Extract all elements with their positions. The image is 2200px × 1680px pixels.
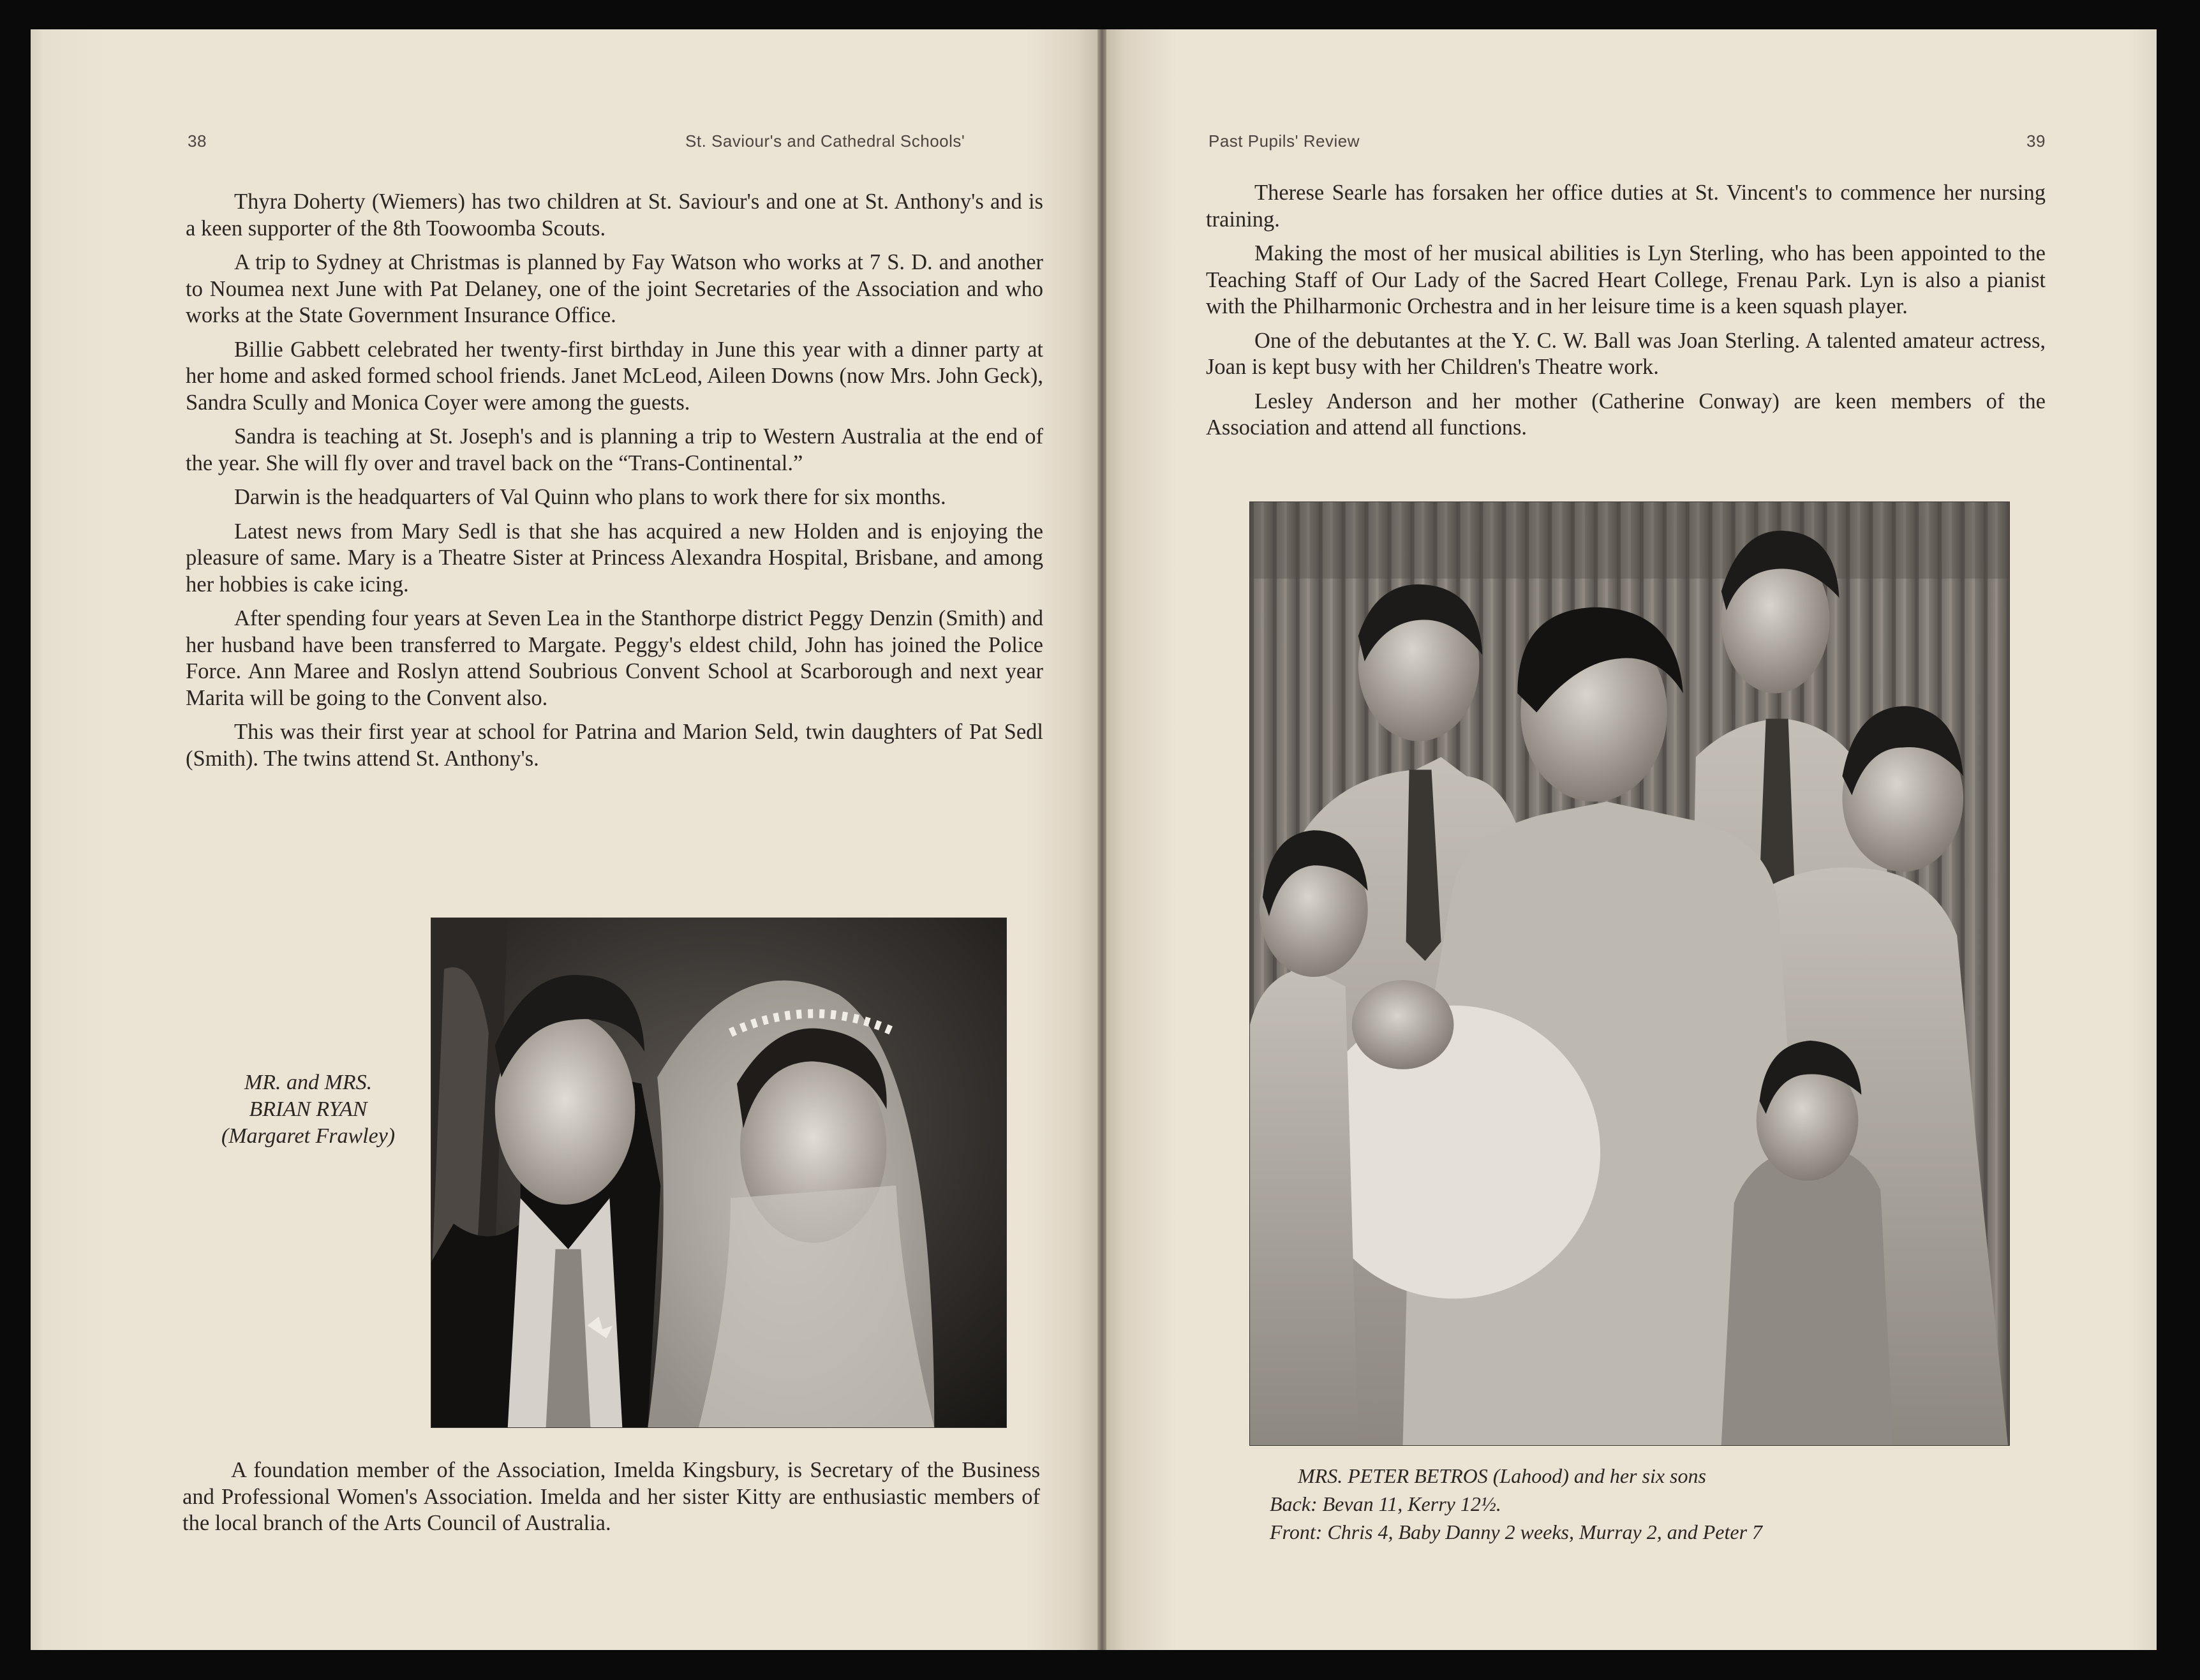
family-photo-caption-front-row: Front: Chris 4, Baby Danny 2 weeks, Murray 2, and Peter 7	[1270, 1520, 1763, 1543]
caption-line: (Margaret Frawley)	[221, 1124, 396, 1148]
paragraph: This was their first year at school for Patrina and Marion Seld, twin daughters of Pat Sedl (Smith). The twins attend St. Anthony's.	[186, 720, 1043, 771]
right-running-head: Past Pupils' Review	[1208, 131, 1360, 151]
left-page-number: 38	[188, 131, 207, 151]
wedding-photo-image	[431, 918, 1006, 1427]
caption-line: BRIAN RYAN	[249, 1097, 368, 1121]
caption-line: MR. and MRS.	[244, 1071, 373, 1094]
book-spread	[26, 29, 2157, 1650]
paragraph: Latest news from Mary Sedl is that she has acquired a new Holden and is enjoying the pleasure of same. Mary is a Theatre Sister at Princess Alexandra Hospital, Brisbane, and among her hobbies is cake icing.	[186, 519, 1043, 597]
paragraph: Darwin is the headquarters of Val Quinn who plans to work there for six months.	[234, 485, 946, 509]
left-running-head: St. Saviour's and Cathedral Schools'	[685, 131, 965, 151]
right-page-number: 39	[2026, 131, 2046, 151]
paragraph: Lesley Anderson and her mother (Catherine Conway) are keen members of the Association and attend all functions.	[1206, 389, 2046, 440]
book-gutter	[1097, 29, 1106, 1650]
family-photo	[1249, 502, 2010, 1446]
family-photo-caption-title: MRS. PETER BETROS (Lahood) and her six sons	[1298, 1464, 1706, 1487]
wedding-photo-caption	[177, 1069, 439, 1150]
family-photo-caption-back-row: Back: Bevan 11, Kerry 12½.	[1270, 1492, 1501, 1515]
paragraph: A trip to Sydney at Christmas is planned by Fay Watson who works at 7 S. D. and another to Noumea next June with Pat Delaney, one of the joint Secretaries of the Association and who works at the State Government Insurance Office.	[186, 250, 1043, 327]
right-page	[1106, 29, 2157, 1650]
paragraph: After spending four years at Seven Lea in the Stanthorpe district Peggy Denzin (Smith) and her husband have been transferred to Margate. Peggy's eldest child, John has joined the Police Force. Ann Maree and Roslyn attend Soubrious Convent School at Scarborough and next year Marita will be going to the Convent also.	[186, 606, 1043, 710]
left-closing-text	[182, 1457, 1040, 1545]
paragraph: Sandra is teaching at St. Joseph's and is planning a trip to Western Australia at the end of the year. She will fly over and travel back on the “Trans-Continental.”	[186, 424, 1043, 475]
left-article-text	[186, 189, 1043, 780]
paragraph: Making the most of her musical abilities is Lyn Sterling, who has been appointed to the Teaching Staff of Our Lady of the Sacred Heart College, Frenau Park. Lyn is also a pianist with the Philharmonic Orchestra and in her leisure time is a keen squash player.	[1206, 241, 2046, 318]
right-article-text	[1206, 180, 2046, 449]
paragraph: Thyra Doherty (Wiemers) has two children at St. Saviour's and one at St. Anthony's and is a keen supporter of the 8th Toowoomba Scouts.	[186, 190, 1043, 241]
paragraph: Billie Gabbett celebrated her twenty-first birthday in June this year with a dinner party at her home and asked formed school friends. Janet McLeod, Aileen Downs (now Mrs. John Geck), Sandra Scully and Monica Coyer were among the guests.	[186, 337, 1043, 415]
paragraph: A foundation member of the Association, Imelda Kingsbury, is Secretary of the Business and Professional Women's Association. Imelda and her sister Kitty are enthusiastic members of the local branch of the Arts Council of Australia.	[182, 1458, 1040, 1535]
family-photo-image	[1250, 502, 2009, 1445]
wedding-photo	[431, 918, 1007, 1428]
paragraph: One of the debutantes at the Y. C. W. Ball was Joan Sterling. A talented amateur actress, Joan is kept busy with her Children's Theatre work.	[1206, 328, 2046, 379]
paragraph: Therese Searle has forsaken her office duties at St. Vincent's to commence her nursing training.	[1206, 181, 2046, 232]
left-page	[31, 29, 1097, 1650]
